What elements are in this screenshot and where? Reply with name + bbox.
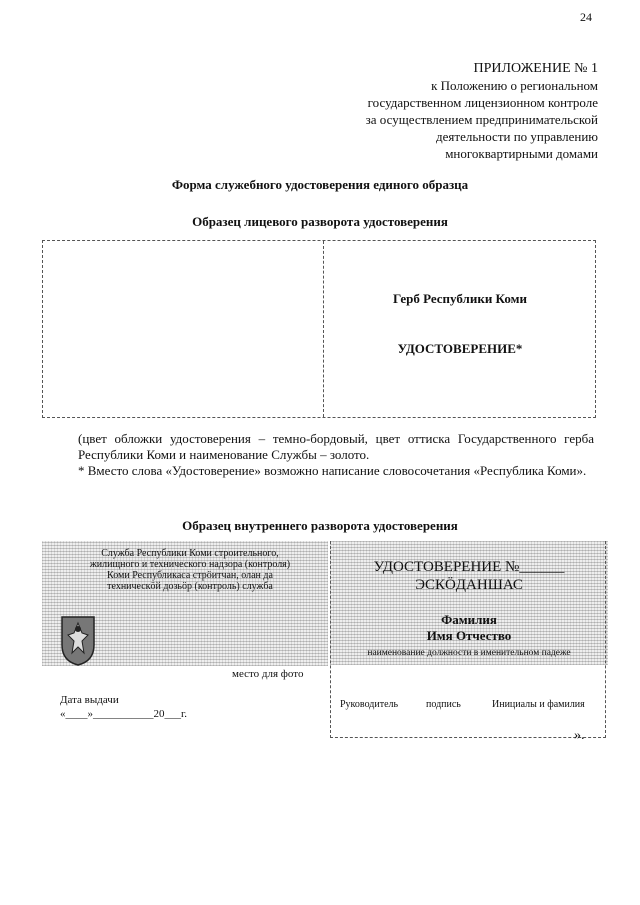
notes-block [78, 431, 594, 479]
appendix-line: за осуществлением предпринимательской [365, 112, 598, 127]
note-color: (цвет обложки удостоверения – темно-бордовый, цвет оттиска Государственного герба Республики Коми и наименование Службы – золото. [78, 431, 594, 462]
appendix-line: к Положению о региональном [431, 78, 598, 93]
document-name: УДОСТОВЕРЕНИЕ* [397, 341, 523, 356]
appendix-line: многоквартирными домами [445, 146, 598, 161]
agency-line: жилищного и технического надзора (контроля) [89, 559, 291, 570]
inner-title: Образец внутреннего разворота удостоверения [182, 518, 458, 533]
photo-placeholder-label: место для фото [232, 668, 304, 680]
certificate-number-line: УДОСТОВЕРЕНИЕ №______ [373, 559, 565, 575]
signature-role: Руководитель [340, 699, 399, 710]
agency-name [70, 548, 310, 592]
appendix-block [268, 60, 598, 162]
appendix-line: государственном лицензионном контроле [367, 95, 598, 110]
agency-line: Служба Республики Коми строительного, [101, 548, 279, 559]
note-footnote: * Вместо слова «Удостоверение» возможно написание словосочетания «Республика Коми». [78, 463, 587, 478]
fold-line [323, 241, 324, 417]
certificate-header [330, 558, 608, 594]
coat-of-arms-label: Герб Республики Коми [393, 291, 527, 306]
appendix-heading: ПРИЛОЖЕНИЕ № 1 [473, 61, 598, 76]
appendix-line: деятельности по управлению [436, 129, 598, 144]
issue-date-label: Дата выдачи [60, 694, 119, 706]
position-hint: наименование должности в именительном падеже [367, 648, 571, 658]
page-number: 24 [580, 10, 592, 24]
form-title: Форма служебного удостоверения единого образца [171, 177, 469, 192]
front-spread [42, 240, 596, 418]
agency-line: техническöй дозьöр (контроль) служба [107, 581, 273, 592]
closing-quote: ». [574, 728, 585, 743]
agency-line: Коми Республикаса стрöитчан, олан да [107, 570, 273, 581]
issue-date-field: «____»___________20___г. [60, 708, 188, 720]
coat-of-arms-emblem-icon [58, 611, 98, 667]
name-patronymic-placeholder: Имя Отчество [426, 628, 512, 643]
signature-initials: Инициалы и фамилия [492, 699, 585, 710]
front-title: Образец лицевого разворота удостоверения [192, 214, 448, 229]
holder-name [330, 612, 608, 644]
surname-placeholder: Фамилия [441, 612, 497, 627]
certificate-komi-title: ЭСКÖДАНШАС [415, 577, 523, 593]
signature-field: подпись [426, 699, 461, 710]
